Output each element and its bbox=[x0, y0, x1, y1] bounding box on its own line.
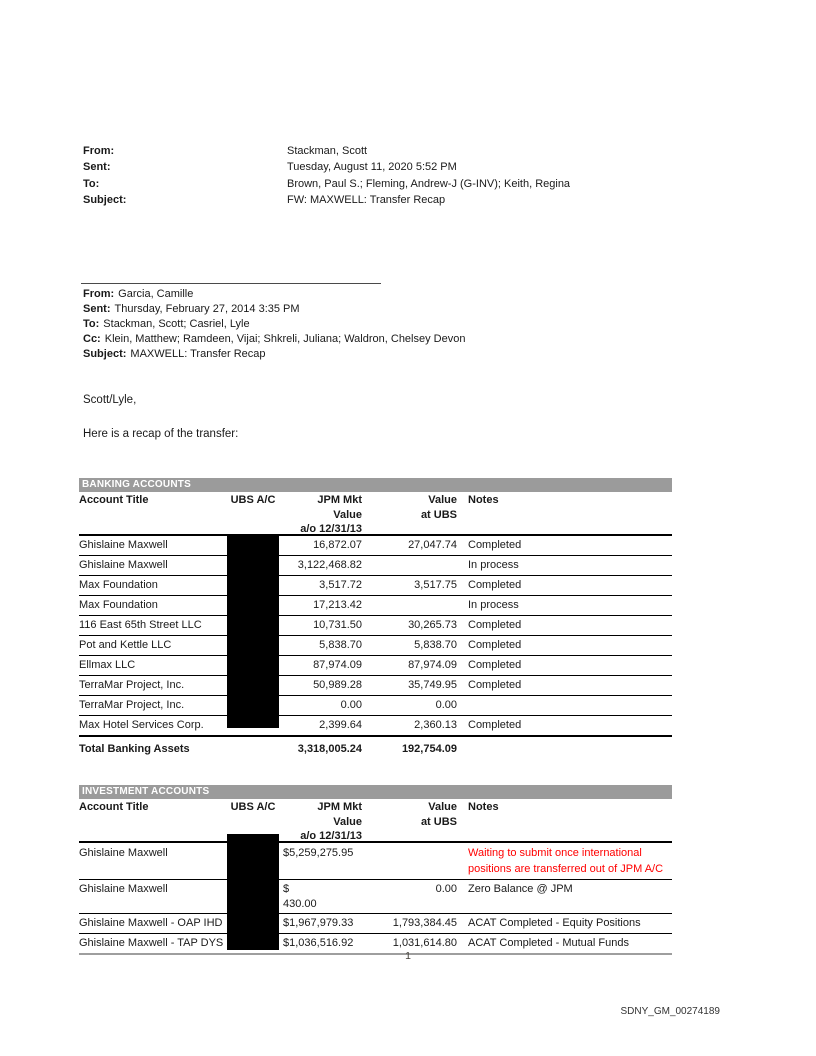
field-value: Stackman, Scott; Casriel, Lyle bbox=[103, 317, 250, 330]
field-value: FW: MAXWELL: Transfer Recap bbox=[287, 193, 446, 206]
table-row: Ghislaine Maxwell 3,122,468.82 In process bbox=[79, 556, 672, 576]
table-row: TerraMar Project, Inc. 0.00 0.00 bbox=[79, 696, 672, 716]
field-label: To: bbox=[83, 317, 100, 330]
table-row: Ghislaine Maxwell $ 430.00 0.00 Zero Balance @ JPM bbox=[79, 880, 672, 914]
table-row: Max Foundation 17,213.42 In process bbox=[79, 596, 672, 616]
col-value-at-ubs: Value at UBS bbox=[420, 801, 457, 828]
header-field-subject bbox=[83, 192, 570, 208]
redaction-box bbox=[227, 834, 279, 950]
field-label: From: bbox=[83, 288, 115, 300]
column-headers bbox=[79, 799, 672, 843]
col-ubs-ac: UBS A/C bbox=[230, 801, 276, 813]
table-row: 116 East 65th Street LLC 10,731.50 30,265.73 Completed bbox=[79, 616, 672, 636]
table-row: Ghislaine Maxwell - OAP IHD $1,967,979.33 1,793,384.45 ACAT Completed - Equity Positions bbox=[79, 914, 672, 934]
column-headers bbox=[79, 492, 672, 536]
separator-line bbox=[81, 283, 381, 284]
field-value: Garcia, Camille bbox=[118, 288, 194, 300]
field-label: Subject: bbox=[83, 193, 127, 206]
field-label: Cc: bbox=[83, 332, 101, 345]
investment-accounts-section bbox=[79, 785, 672, 955]
table-row: Max Hotel Services Corp. 2,399.64 2,360.13 Completed bbox=[79, 716, 672, 737]
intro-text: Here is a recap of the transfer: bbox=[83, 428, 239, 440]
redaction-box bbox=[227, 536, 279, 728]
email-header-inner bbox=[83, 287, 465, 362]
table-row: Pot and Kettle LLC 5,838.70 5,838.70 Completed bbox=[79, 636, 672, 656]
table-row: Ellmax LLC 87,974.09 87,974.09 Completed bbox=[79, 656, 672, 676]
field-label: From: bbox=[83, 145, 115, 157]
col-jpm-mkt-value: JPM Mkt Value a/o 12/31/13 bbox=[300, 494, 362, 536]
header-field-from bbox=[83, 287, 465, 302]
col-value-at-ubs: Value at UBS bbox=[420, 494, 457, 521]
table-row: Max Foundation 3,517.72 3,517.75 Completed bbox=[79, 576, 672, 596]
field-value: MAXWELL: Transfer Recap bbox=[130, 347, 266, 360]
header-field-sent bbox=[83, 159, 570, 175]
header-field-to bbox=[83, 317, 465, 332]
page-number: 1 bbox=[405, 950, 411, 962]
field-label: To: bbox=[83, 177, 100, 190]
field-value: Brown, Paul S.; Fleming, Andrew-J (G-INV); Keith, Regina bbox=[287, 177, 571, 190]
section-header-investment: INVESTMENT ACCOUNTS bbox=[79, 785, 672, 799]
bates-number: SDNY_GM_00274189 bbox=[620, 1006, 720, 1017]
table-row: Ghislaine Maxwell 16,872.07 27,047.74 Completed bbox=[79, 536, 672, 556]
table-row: Ghislaine Maxwell $5,259,275.95 Waiting to submit once international positions are transferred out of JPM A/C bbox=[79, 843, 672, 880]
alert-note: Waiting to submit once international positions are transferred out of JPM A/C bbox=[468, 847, 664, 875]
col-ubs-ac: UBS A/C bbox=[230, 494, 276, 506]
table-row: Ghislaine Maxwell - TAP DYS $1,036,516.92 1,031,614.80 ACAT Completed - Mutual Funds bbox=[79, 934, 672, 955]
col-notes: Notes bbox=[468, 801, 499, 813]
col-jpm-mkt-value: JPM Mkt Value a/o 12/31/13 bbox=[300, 801, 362, 843]
section-header-banking: BANKING ACCOUNTS bbox=[79, 478, 672, 492]
col-account-title: Account Title bbox=[79, 801, 149, 813]
field-label: Subject: bbox=[83, 347, 127, 360]
field-value: Stackman, Scott bbox=[287, 145, 368, 157]
col-account-title: Account Title bbox=[79, 494, 149, 506]
col-notes: Notes bbox=[468, 494, 499, 506]
header-field-sent bbox=[83, 302, 465, 317]
greeting-text: Scott/Lyle, bbox=[83, 394, 137, 406]
field-label: Sent: bbox=[83, 302, 111, 315]
total-row: Total Banking Assets 3,318,005.24 192,754.09 bbox=[79, 743, 457, 755]
header-field-subject bbox=[83, 347, 465, 362]
header-field-to bbox=[83, 176, 570, 192]
header-field-from bbox=[83, 143, 570, 159]
field-label: Sent: bbox=[83, 161, 111, 174]
field-value: Thursday, February 27, 2014 3:35 PM bbox=[114, 302, 300, 315]
email-header-outer bbox=[83, 143, 570, 208]
banking-accounts-section bbox=[79, 478, 672, 759]
table-row: TerraMar Project, Inc. 50,989.28 35,749.95 Completed bbox=[79, 676, 672, 696]
field-value: Klein, Matthew; Ramdeen, Vijai; Shkreli, Juliana; Waldron, Chelsey Devon bbox=[104, 332, 466, 345]
header-field-cc bbox=[83, 332, 465, 347]
field-value: Tuesday, August 11, 2020 5:52 PM bbox=[287, 161, 457, 174]
